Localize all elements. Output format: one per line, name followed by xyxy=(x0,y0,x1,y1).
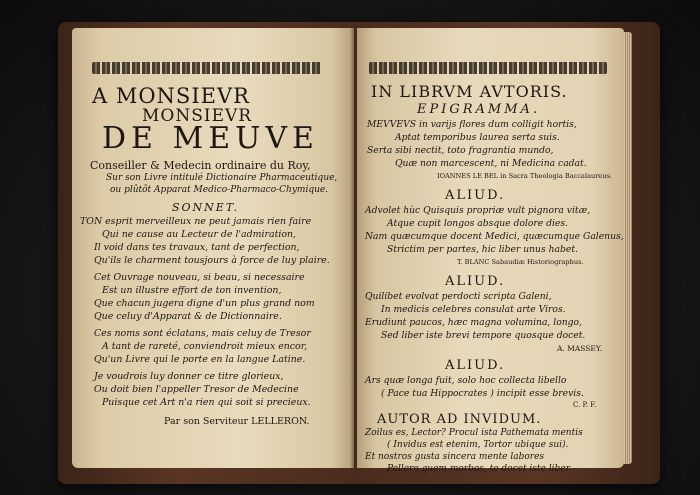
verse-14: Puisque cet Art n'a rien qui soit si precieux. xyxy=(102,397,311,408)
left-page xyxy=(72,28,354,468)
left-headpiece-ornament xyxy=(92,62,322,74)
title-line-1: Conseiller & Medecin ordinaire du Roy, xyxy=(90,159,311,172)
invidum-verse-3: Et nostros gusta sincera mente labores xyxy=(365,452,545,462)
sonnet-heading: SONNET. xyxy=(172,201,240,214)
aliud-2-author: A. MASSEY. xyxy=(557,344,603,353)
epigram-verse-4: Quæ non marcescent, ni Medicina cadat. xyxy=(395,158,587,169)
invidum-verse-4: Pellere quem morbos, te docet iste liber. xyxy=(387,464,572,474)
heading-de-meuve: DE MEUVE xyxy=(102,121,319,156)
verse-7: Que chacun jugera digne d'un plus grand nom xyxy=(94,298,315,309)
aliud-1-verse-3: Nam quæcumque docent Medici, quæcumque Galenus, xyxy=(365,231,624,242)
verse-13: Ou doit bien l'appeller Tresor de Medecine xyxy=(94,384,299,395)
aliud-1-verse-2: Atque cupit longos absque dolore dies. xyxy=(387,218,569,229)
invidum-verse-2: ( Invidus est etenim, Tortor ubique sui). xyxy=(387,440,569,450)
aliud-3-verse-2: ( Pace tua Hippocrates ) incipit esse brevis. xyxy=(381,388,584,399)
aliud-1-verse-1: Advolet hùc Quisquis propriæ vult pignora vitæ, xyxy=(365,205,591,216)
aliud-2-verse-4: Sed liber iste brevi tempore quosque docet. xyxy=(381,330,586,341)
heading-in-librum: IN LIBRVM AVTORIS. xyxy=(371,82,568,101)
aliud-2-heading: ALIUD. xyxy=(445,274,506,289)
right-headpiece-ornament xyxy=(369,62,607,74)
epigram-author: IOANNES LE BEL in Sacra Theologia Baccalaureus. xyxy=(437,172,613,180)
epigram-verse-3: Serta sibi nectit, toto fragrantia mundo, xyxy=(367,145,554,156)
verse-5: Cet Ouvrage nouveau, si beau, si necessaire xyxy=(94,272,305,283)
verse-10: A tant de rareté, conviendroit mieux encor, xyxy=(102,341,308,352)
verse-9: Ces noms sont éclatans, mais celuy de Tresor xyxy=(94,328,311,339)
page-edges xyxy=(624,32,632,464)
epigram-verse-1: MEVVEVS in varijs flores dum colligit hortis, xyxy=(367,119,577,130)
heading-a-monsieur: A MONSIEVR xyxy=(92,84,250,108)
aliud-2-verse-1: Quilibet evolvat perdocti scripta Galeni, xyxy=(365,291,552,302)
aliud-3-author: C. P. F. xyxy=(573,401,597,409)
aliud-1-author: T. BLANC Sabaudiæ Historiographus. xyxy=(457,258,584,266)
aliud-2-verse-3: Erudiunt paucos, hæc magna volumina, longo, xyxy=(365,317,582,328)
verse-2: Qui ne cause au Lecteur de l'admiration, xyxy=(102,229,297,240)
verse-6: Est un illustre effort de ton invention, xyxy=(102,285,282,296)
epigram-heading: EPIGRAMMA. xyxy=(417,102,541,117)
aliud-2-verse-2: In medicis celebres consulat arte Viros. xyxy=(381,304,566,315)
aliud-3-verse-1: Ars quæ longa fuit, solo hoc collecta libello xyxy=(365,375,567,386)
verse-12: Je voudrois luy donner ce titre glorieux, xyxy=(94,371,284,382)
title-line-3: ou plûtôt Apparat Medico-Pharmaco-Chymique. xyxy=(110,185,329,195)
verse-11: Qu'un Livre qui le porte en la langue Latine. xyxy=(94,354,306,365)
aliud-1-verse-4: Strictim per partes, hic liber unus habet. xyxy=(387,244,578,255)
right-page xyxy=(357,28,624,474)
verse-3: Il void dans tes travaux, tant de perfection, xyxy=(94,242,300,253)
heading-monsieur: MONSIEVR xyxy=(142,106,253,126)
epigram-verse-2: Aptat temporibus laurea serta suis. xyxy=(395,132,560,143)
aliud-3-heading: ALIUD. xyxy=(445,358,506,373)
invidum-heading: AUTOR AD INVIDUM. xyxy=(377,412,542,427)
verse-4: Qu'ils le charment tousjours à force de luy plaire. xyxy=(94,255,330,266)
aliud-1-heading: ALIUD. xyxy=(445,188,506,203)
verse-8: Que celuy d'Apparat & de Dictionnaire. xyxy=(94,311,282,322)
verse-1: TON esprit merveilleux ne peut jamais rien faire xyxy=(80,216,312,227)
title-line-2: Sur son Livre intitulé Dictionaire Pharmaceutique, xyxy=(106,173,338,183)
invidum-verse-1: Zoilus es, Lector? Procul ista Pathemata mentis xyxy=(365,428,583,438)
signature: Par son Serviteur LELLERON. xyxy=(164,416,310,427)
